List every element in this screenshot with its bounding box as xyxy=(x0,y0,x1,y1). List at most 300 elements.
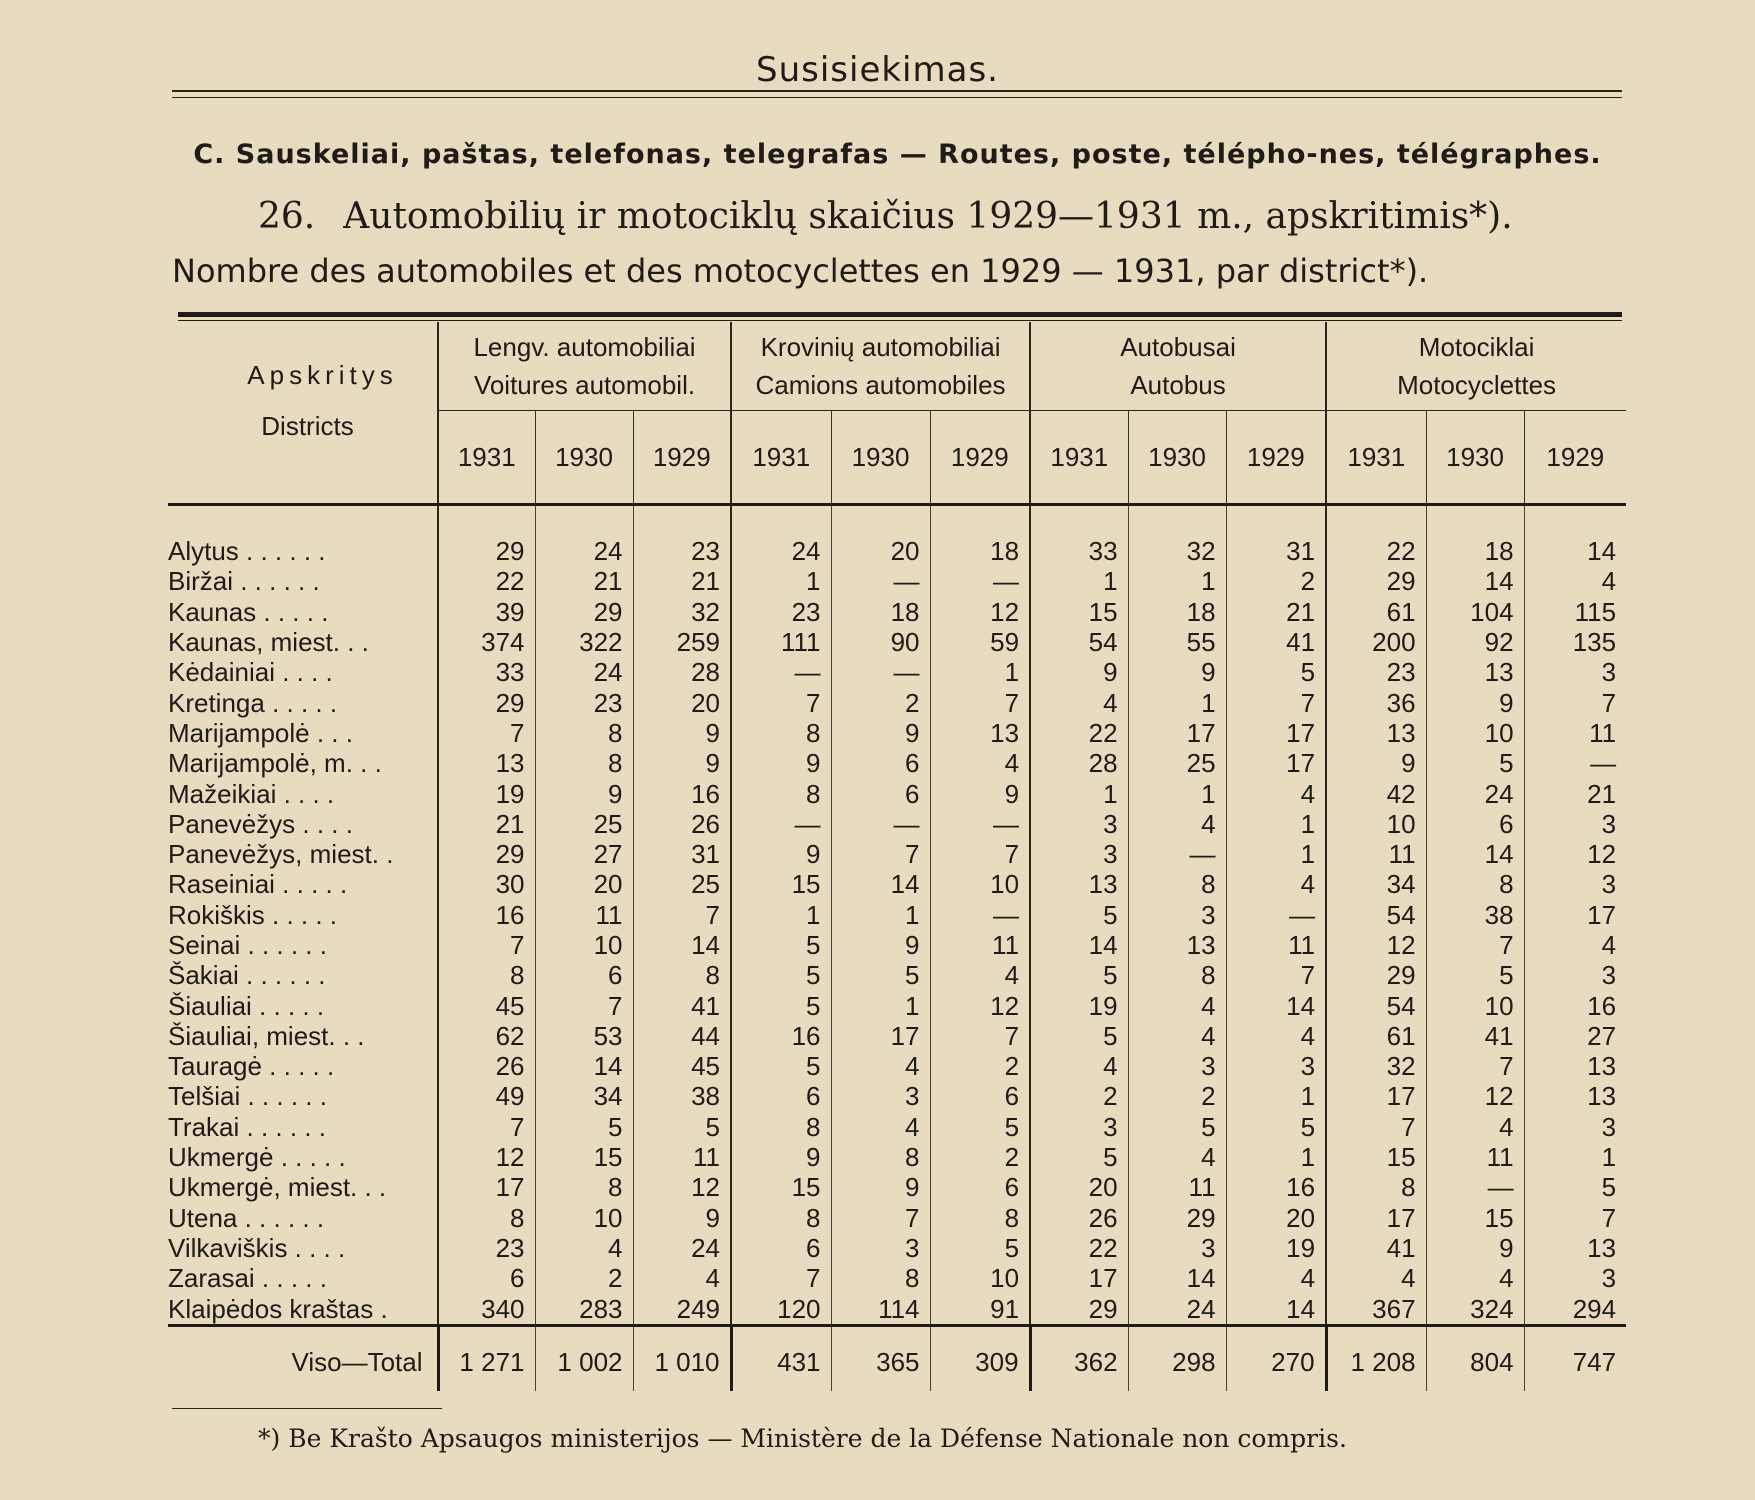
table-cell: 322 xyxy=(535,627,633,657)
table-cell: 5 xyxy=(731,990,831,1020)
table-cell: 7 xyxy=(731,1263,831,1293)
table-cell: 5 xyxy=(1030,1021,1128,1051)
table-cell: 9 xyxy=(831,930,930,960)
table-cell: 14 xyxy=(1226,990,1326,1020)
group-header: Lengv. automobiliai Voitures automobil. xyxy=(438,322,731,411)
table-cell: 7 xyxy=(535,990,633,1020)
table-row xyxy=(168,1293,1626,1325)
table-cell: 374 xyxy=(438,627,535,657)
table-cell: 17 xyxy=(1030,1263,1128,1293)
table-cell: 4 xyxy=(1326,1263,1426,1293)
table-cell: 283 xyxy=(535,1293,633,1325)
table-cell: 61 xyxy=(1326,1021,1426,1051)
table-cell: 5 xyxy=(1426,960,1524,990)
table-cell: 55 xyxy=(1128,627,1226,657)
stub-header-fr: Districts xyxy=(261,411,354,441)
table-cell: 7 xyxy=(930,839,1030,869)
table-cell: 7 xyxy=(930,687,1030,717)
district-name: Vilkaviškis . . . . xyxy=(168,1232,346,1263)
table-row xyxy=(168,1203,1626,1233)
table-body xyxy=(168,505,1626,1326)
table-cell: 340 xyxy=(438,1293,535,1325)
table-cell: 8 xyxy=(731,1112,831,1142)
table-cell: 18 xyxy=(1128,597,1226,627)
table-cell: 21 xyxy=(535,566,633,596)
year-header: 1931 xyxy=(1326,411,1426,505)
table-cell: 21 xyxy=(1226,597,1326,627)
table-cell: — xyxy=(1128,839,1226,869)
table-cell: 14 xyxy=(535,1051,633,1081)
table-cell: 5 xyxy=(535,1112,633,1142)
table-cell: 18 xyxy=(831,597,930,627)
table-cell: 4 xyxy=(1030,687,1128,717)
table-cell: 1 xyxy=(1128,778,1226,808)
table-cell: 8 xyxy=(535,748,633,778)
table-cell: 11 xyxy=(1128,1172,1226,1202)
table-row xyxy=(168,1233,1626,1263)
table-cell: 135 xyxy=(1524,627,1626,657)
table-cell: 4 xyxy=(831,1112,930,1142)
year-header: 1930 xyxy=(831,411,930,505)
table-cell: — xyxy=(831,657,930,687)
table-cell: 1 xyxy=(831,900,930,930)
table-cell: 20 xyxy=(1030,1172,1128,1202)
table-cell: 1 xyxy=(1128,566,1226,596)
table-cell: 22 xyxy=(1030,718,1128,748)
table-cell: 8 xyxy=(535,718,633,748)
table-cell: 31 xyxy=(633,839,731,869)
total-cell: 365 xyxy=(831,1325,930,1391)
table-cell: 11 xyxy=(535,900,633,930)
table-cell: 11 xyxy=(1226,930,1326,960)
table-cell: 8 xyxy=(535,1172,633,1202)
table-cell: 3 xyxy=(1128,1233,1226,1263)
table-cell: 16 xyxy=(438,900,535,930)
table-cell: 17 xyxy=(1226,718,1326,748)
table-cell: 7 xyxy=(1226,960,1326,990)
table-row xyxy=(168,1112,1626,1142)
table-cell: 26 xyxy=(1030,1203,1128,1233)
table-cell: 13 xyxy=(1524,1233,1626,1263)
table-cell: 120 xyxy=(731,1293,831,1325)
table-row xyxy=(168,687,1626,717)
table-cell: 16 xyxy=(731,1021,831,1051)
district-name: Mažeikiai . . . . xyxy=(168,778,335,809)
table-cell: 27 xyxy=(1524,1021,1626,1051)
table-cell: 8 xyxy=(438,960,535,990)
table-cell: 7 xyxy=(1226,687,1326,717)
table-row xyxy=(168,566,1626,596)
table-cell: 20 xyxy=(831,505,930,567)
table-cell: 8 xyxy=(1426,869,1524,899)
table-cell: 4 xyxy=(1426,1112,1524,1142)
year-header: 1930 xyxy=(1128,411,1226,505)
table-cell: 14 xyxy=(1426,839,1524,869)
table-cell: 24 xyxy=(1128,1293,1226,1325)
table-cell: 114 xyxy=(831,1293,930,1325)
header-rule xyxy=(172,90,1622,98)
table-cell: 22 xyxy=(1326,505,1426,567)
table-cell: 18 xyxy=(930,505,1030,567)
table-cell: 9 xyxy=(930,778,1030,808)
table-cell: 2 xyxy=(930,1142,1030,1172)
table-cell: 6 xyxy=(535,960,633,990)
table-cell: — xyxy=(1226,900,1326,930)
district-name: Ukmergė, miest. . . xyxy=(168,1172,387,1203)
district-name: Rokiškis . . . . . xyxy=(168,899,338,930)
table-cell: 54 xyxy=(1326,990,1426,1020)
district-name: Klaipėdos kraštas . xyxy=(168,1293,388,1324)
table-cell: 9 xyxy=(1426,1233,1524,1263)
table-cell: 12 xyxy=(1426,1081,1524,1111)
table-cell: 17 xyxy=(1326,1203,1426,1233)
table-cell: 10 xyxy=(930,869,1030,899)
table-cell: 8 xyxy=(438,1203,535,1233)
table-cell: 3 xyxy=(1128,900,1226,930)
table-cell: 19 xyxy=(438,778,535,808)
table-cell: 23 xyxy=(438,1233,535,1263)
table-cell: 32 xyxy=(1128,505,1226,567)
table-row xyxy=(168,900,1626,930)
district-name: Šakiai . . . . . . xyxy=(168,960,326,991)
table-cell: 3 xyxy=(831,1081,930,1111)
table-cell: 11 xyxy=(1326,839,1426,869)
table-cell: 14 xyxy=(1128,1263,1226,1293)
table-cell: 7 xyxy=(930,1021,1030,1051)
table-cell: 20 xyxy=(1226,1203,1326,1233)
table-cell: 26 xyxy=(633,809,731,839)
table-cell: — xyxy=(930,900,1030,930)
table-cell: 7 xyxy=(438,1112,535,1142)
table-cell: 3 xyxy=(1524,1112,1626,1142)
table-cell: 1 xyxy=(1128,687,1226,717)
table-cell: 5 xyxy=(731,960,831,990)
table-cell: 38 xyxy=(633,1081,731,1111)
table-cell: 4 xyxy=(930,748,1030,778)
table-cell: 6 xyxy=(930,1172,1030,1202)
table-cell: 29 xyxy=(1326,566,1426,596)
group-header: Autobusai Autobus xyxy=(1030,322,1326,411)
table-row xyxy=(168,809,1626,839)
table-cell: 14 xyxy=(1030,930,1128,960)
table-cell: 7 xyxy=(1524,1203,1626,1233)
table-row xyxy=(168,869,1626,899)
table-cell: 9 xyxy=(831,1172,930,1202)
title-lt-text: Automobilių ir motociklų skaičius 1929—1931 m., apskritimis*). xyxy=(343,196,1513,237)
table-cell: 4 xyxy=(1128,990,1226,1020)
table-cell: 14 xyxy=(831,869,930,899)
district-name: Ukmergė . . . . . xyxy=(168,1142,346,1173)
running-head: Susisiekimas. xyxy=(756,50,999,90)
table-cell: 3 xyxy=(1226,1051,1326,1081)
table-cell: 10 xyxy=(1426,990,1524,1020)
district-name: Kaunas . . . . . xyxy=(168,596,329,627)
district-name: Trakai . . . . . . xyxy=(168,1111,326,1142)
table-cell: 12 xyxy=(1524,839,1626,869)
table-cell: 3 xyxy=(1524,960,1626,990)
section-title: C. Sauskeliai, paštas, telefonas, telegrafas — Routes, poste, télépho-nes, télégraphes. xyxy=(193,139,1602,170)
table-cell: 22 xyxy=(438,566,535,596)
table-cell: 6 xyxy=(731,1233,831,1263)
table-cell: 14 xyxy=(1426,566,1524,596)
table-cell: 54 xyxy=(1030,627,1128,657)
table-cell: 5 xyxy=(831,960,930,990)
table-cell: 1 xyxy=(1226,839,1326,869)
table-cell: 4 xyxy=(1128,1021,1226,1051)
table-cell: — xyxy=(1524,748,1626,778)
table-cell: 324 xyxy=(1426,1293,1524,1325)
table-cell: 92 xyxy=(1426,627,1524,657)
table-cell: — xyxy=(1426,1172,1524,1202)
table-cell: 17 xyxy=(438,1172,535,1202)
table-cell: 29 xyxy=(1030,1293,1128,1325)
table-cell: 42 xyxy=(1326,778,1426,808)
table-row xyxy=(168,1051,1626,1081)
table-cell: 12 xyxy=(633,1172,731,1202)
table-cell: 45 xyxy=(633,1051,731,1081)
total-cell: 804 xyxy=(1426,1325,1524,1391)
table-cell: 15 xyxy=(1030,597,1128,627)
table-title-fr: Nombre des automobiles et des motocyclettes en 1929 — 1931, par district*). xyxy=(172,252,1429,290)
group-header: Motociklai Motocyclettes xyxy=(1326,322,1626,411)
table-cell: 249 xyxy=(633,1293,731,1325)
table-cell: 25 xyxy=(1128,748,1226,778)
table-cell: 2 xyxy=(831,687,930,717)
group-header-row xyxy=(168,322,1626,411)
table-cell: 25 xyxy=(535,809,633,839)
stub-header-lt: Apskritys xyxy=(247,360,398,390)
table-cell: 7 xyxy=(1524,687,1626,717)
district-name: Marijampolė, m. . . xyxy=(168,748,382,779)
table-cell: 34 xyxy=(1326,869,1426,899)
total-cell: 270 xyxy=(1226,1325,1326,1391)
district-name: Panevėžys . . . . xyxy=(168,808,353,839)
table-row xyxy=(168,990,1626,1020)
table-cell: 7 xyxy=(633,900,731,930)
table-cell: 11 xyxy=(930,930,1030,960)
district-name: Šiauliai . . . . . xyxy=(168,990,325,1021)
table-cell: 8 xyxy=(731,1203,831,1233)
table-cell: 17 xyxy=(1128,718,1226,748)
table-row xyxy=(168,930,1626,960)
table-cell: 6 xyxy=(731,1081,831,1111)
table-cell: 6 xyxy=(930,1081,1030,1111)
table-cell: 36 xyxy=(1326,687,1426,717)
table-cell: 53 xyxy=(535,1021,633,1051)
table-cell: 16 xyxy=(1524,990,1626,1020)
table-cell: 3 xyxy=(831,1233,930,1263)
table-cell: 6 xyxy=(831,778,930,808)
table-cell: 1 xyxy=(731,566,831,596)
table-cell: 10 xyxy=(1326,809,1426,839)
table-cell: 9 xyxy=(633,1203,731,1233)
table-cell: 8 xyxy=(633,960,731,990)
table-cell: 5 xyxy=(731,1051,831,1081)
table-cell: 1 xyxy=(1524,1142,1626,1172)
table-cell: 9 xyxy=(633,748,731,778)
district-name: Marijampolė . . . xyxy=(168,717,353,748)
year-header: 1929 xyxy=(930,411,1030,505)
table-cell: 3 xyxy=(1030,809,1128,839)
total-cell: 747 xyxy=(1524,1325,1626,1391)
table-cell: 5 xyxy=(1030,1142,1128,1172)
table-cell: 9 xyxy=(731,839,831,869)
table-cell: 29 xyxy=(1128,1203,1226,1233)
table-cell: 200 xyxy=(1326,627,1426,657)
table-cell: 1 xyxy=(731,900,831,930)
table-cell: 21 xyxy=(438,809,535,839)
table-cell: 59 xyxy=(930,627,1030,657)
table-cell: 3 xyxy=(1524,809,1626,839)
table-cell: 13 xyxy=(1524,1081,1626,1111)
year-header: 1931 xyxy=(731,411,831,505)
table-cell: 23 xyxy=(731,597,831,627)
district-name: Kėdainiai . . . . xyxy=(168,657,333,688)
table-cell: 28 xyxy=(633,657,731,687)
table-cell: 5 xyxy=(1426,748,1524,778)
total-cell: 298 xyxy=(1128,1325,1226,1391)
table-cell: 17 xyxy=(1326,1081,1426,1111)
table-cell: 7 xyxy=(438,718,535,748)
table-cell: 23 xyxy=(633,505,731,567)
district-name: Kretinga . . . . . xyxy=(168,687,338,718)
table-cell: 4 xyxy=(1128,809,1226,839)
table-cell: 2 xyxy=(1030,1081,1128,1111)
table-cell: — xyxy=(731,809,831,839)
table-cell: — xyxy=(731,657,831,687)
table-row xyxy=(168,657,1626,687)
table-cell: 1 xyxy=(1226,1142,1326,1172)
table-cell: 41 xyxy=(1426,1021,1524,1051)
table-cell: 7 xyxy=(1426,930,1524,960)
table-cell: 30 xyxy=(438,869,535,899)
table-cell: 3 xyxy=(1524,1263,1626,1293)
table-cell: 61 xyxy=(1326,597,1426,627)
table-cell: 16 xyxy=(1226,1172,1326,1202)
district-name: Panevėžys, miest. . xyxy=(168,839,394,870)
table-cell: 5 xyxy=(1226,657,1326,687)
table-cell: 294 xyxy=(1524,1293,1626,1325)
district-name: Šiauliai, miest. . . xyxy=(168,1020,365,1051)
table-number: 26. xyxy=(258,196,316,237)
total-cell: 1 010 xyxy=(633,1325,731,1391)
table-cell: 1 xyxy=(1030,778,1128,808)
group-header: Krovinių automobiliai Camions automobiles xyxy=(731,322,1030,411)
table-cell: — xyxy=(831,809,930,839)
total-row xyxy=(168,1325,1626,1391)
year-header: 1929 xyxy=(633,411,731,505)
table-cell: 5 xyxy=(1128,1112,1226,1142)
table-cell: 9 xyxy=(1326,748,1426,778)
table-cell: 12 xyxy=(1326,930,1426,960)
table-cell: 2 xyxy=(535,1263,633,1293)
table-cell: 11 xyxy=(1524,718,1626,748)
table-cell: 14 xyxy=(1226,1293,1326,1325)
table-cell: 33 xyxy=(1030,505,1128,567)
table-cell: 4 xyxy=(930,960,1030,990)
table-cell: 1 xyxy=(1030,566,1128,596)
table-row xyxy=(168,1081,1626,1111)
table-cell: 3 xyxy=(1524,869,1626,899)
district-name: Biržai . . . . . . xyxy=(168,566,320,597)
table-cell: 4 xyxy=(1128,1142,1226,1172)
table-cell: 29 xyxy=(438,839,535,869)
table-cell: 90 xyxy=(831,627,930,657)
table-cell: 7 xyxy=(831,839,930,869)
table-cell: 9 xyxy=(535,778,633,808)
table-cell: 10 xyxy=(535,1203,633,1233)
table-cell: 17 xyxy=(831,1021,930,1051)
table-title-lt xyxy=(258,196,1513,237)
table-cell: — xyxy=(930,809,1030,839)
table-cell: 24 xyxy=(1426,778,1524,808)
table-cell: 2 xyxy=(1226,566,1326,596)
table-cell: 15 xyxy=(731,1172,831,1202)
table-cell: 44 xyxy=(633,1021,731,1051)
table-cell: 104 xyxy=(1426,597,1524,627)
district-name: Raseiniai . . . . . xyxy=(168,869,348,900)
table-cell: 14 xyxy=(1524,505,1626,567)
table-cell: 4 xyxy=(633,1263,731,1293)
table-cell: 24 xyxy=(535,657,633,687)
table-cell: 21 xyxy=(1524,778,1626,808)
table-row xyxy=(168,778,1626,808)
table-cell: 19 xyxy=(1030,990,1128,1020)
table-top-rule xyxy=(178,312,1622,321)
table-cell: 8 xyxy=(831,1142,930,1172)
table-cell: 1 xyxy=(1226,1081,1326,1111)
district-name: Zarasai . . . . . xyxy=(168,1263,327,1294)
table-cell: 20 xyxy=(535,869,633,899)
table-cell: 18 xyxy=(1426,505,1524,567)
total-cell: 1 002 xyxy=(535,1325,633,1391)
table-cell: 13 xyxy=(930,718,1030,748)
total-label: Viso—Total xyxy=(168,1325,438,1391)
table-cell: 34 xyxy=(535,1081,633,1111)
table-cell: 5 xyxy=(1524,1172,1626,1202)
table-cell: 21 xyxy=(633,566,731,596)
table-cell: 17 xyxy=(1524,900,1626,930)
table-cell: 9 xyxy=(1030,657,1128,687)
table-cell: 91 xyxy=(930,1293,1030,1325)
table-cell: 25 xyxy=(633,869,731,899)
table-cell: 15 xyxy=(535,1142,633,1172)
year-header: 1931 xyxy=(438,411,535,505)
table-cell: 24 xyxy=(535,505,633,567)
table-cell: 19 xyxy=(1226,1233,1326,1263)
table-cell: 29 xyxy=(438,505,535,567)
table-cell: 3 xyxy=(1524,657,1626,687)
footnote: *) Be Krašto Apsaugos ministerijos — Ministère de la Défense Nationale non compris. xyxy=(258,1424,1347,1453)
table-cell: 10 xyxy=(1426,718,1524,748)
table-cell: 1 xyxy=(930,657,1030,687)
table-cell: 6 xyxy=(438,1263,535,1293)
footnote-rule xyxy=(172,1408,442,1409)
table-cell: 5 xyxy=(930,1233,1030,1263)
table-cell: 13 xyxy=(1524,1051,1626,1081)
table-cell: 29 xyxy=(1326,960,1426,990)
table-cell: 1 xyxy=(831,990,930,1020)
table-cell: 8 xyxy=(731,718,831,748)
total-cell: 1 208 xyxy=(1326,1325,1426,1391)
table-cell: 31 xyxy=(1226,505,1326,567)
table-cell: 12 xyxy=(438,1142,535,1172)
table-row xyxy=(168,1142,1626,1172)
table-cell: 32 xyxy=(1326,1051,1426,1081)
table-cell: 45 xyxy=(438,990,535,1020)
table-cell: 4 xyxy=(1426,1263,1524,1293)
table-cell: 27 xyxy=(535,839,633,869)
